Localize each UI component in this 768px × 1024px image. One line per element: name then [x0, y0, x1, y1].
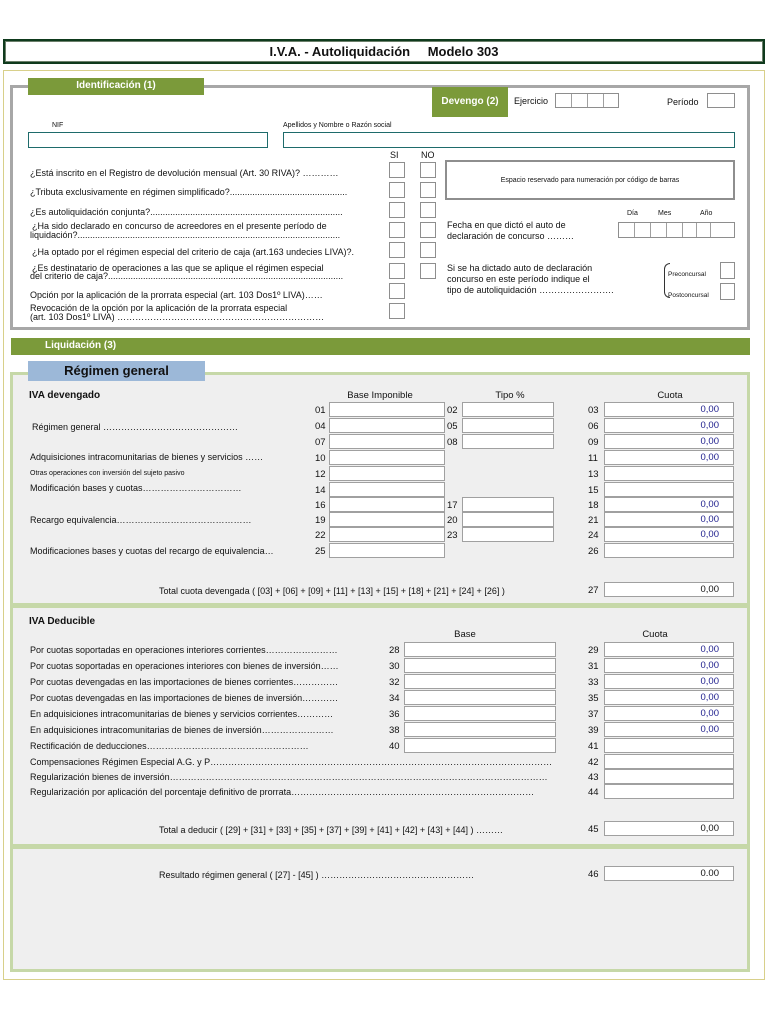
- box-number: 36: [389, 709, 400, 720]
- box-number: 05: [447, 421, 458, 432]
- modif-recargo-label: Modificaciones bases y cuotas del recargo de equivalencia…: [30, 546, 274, 556]
- box-number: 01: [315, 405, 326, 416]
- otras-operaciones-label: Otras operaciones con inversión del sujeto pasivo: [30, 470, 185, 477]
- base-36-field[interactable]: [404, 706, 556, 721]
- no-checkbox[interactable]: [420, 263, 436, 279]
- deducible-row-label: Por cuotas devengadas en las importaciones de bienes corrientes……………: [30, 677, 339, 687]
- periodo-field[interactable]: [707, 93, 735, 108]
- box-number: 28: [389, 645, 400, 656]
- base-30-field[interactable]: [404, 658, 556, 673]
- box-number: 15: [588, 485, 599, 496]
- si-checkbox[interactable]: [389, 202, 405, 218]
- barcode-reserved-text: Espacio reservado para numeración por código de barras: [500, 177, 680, 184]
- deducible-row-label: Rectificación de deducciones………………………………………………: [30, 741, 309, 751]
- question-prorrata: Opción por la aplicación de la prorrata especial (art. 103 Dos1º LIVA)……: [30, 290, 323, 300]
- question-destinatario-l1: ¿Es destinatario de operaciones a las que se aplique el régimen especial: [32, 263, 324, 273]
- cuota-09-field[interactable]: 0,00: [604, 434, 734, 449]
- header-cuota-deducible: Cuota: [642, 629, 668, 640]
- si-checkbox[interactable]: [389, 222, 405, 238]
- cuota-39-field[interactable]: 0,00: [604, 722, 734, 737]
- box-number: 45: [588, 824, 599, 835]
- si-checkbox[interactable]: [389, 242, 405, 258]
- box-number: 13: [588, 469, 599, 480]
- adquisiciones-label: Adquisiciones intracomunitarias de bienes y servicios ……: [30, 452, 264, 462]
- ejercicio-field[interactable]: [555, 93, 619, 108]
- total-devengada-value[interactable]: 0,00: [604, 582, 734, 597]
- base-32-field[interactable]: [404, 674, 556, 689]
- box-number: 25: [315, 546, 326, 557]
- recargo-label: Recargo equivalencia………………………………………: [30, 515, 252, 525]
- box-number: 33: [588, 677, 599, 688]
- box-number: 30: [389, 661, 400, 672]
- cuota-37-field[interactable]: 0,00: [604, 706, 734, 721]
- question-conjunta: ¿Es autoliquidación conjunta?.............................................................................: [30, 207, 343, 217]
- box-number: 27: [588, 585, 599, 596]
- fecha-auto-l1: Fecha en que dictó el auto de: [447, 220, 566, 230]
- base-38-field[interactable]: [404, 722, 556, 737]
- box-number: 21: [588, 515, 599, 526]
- question-destinatario-l2: del criterio de caja?..............................................................................................: [30, 271, 344, 281]
- box-number: 44: [588, 787, 599, 798]
- deducible-row-label: Por cuotas devengadas en las importaciones de bienes de inversión…………: [30, 693, 339, 703]
- cuota-24-field[interactable]: 0,00: [604, 527, 734, 542]
- box-number: 22: [315, 530, 326, 541]
- identificacion-label: Identificación (1): [28, 78, 204, 95]
- box-number: 04: [315, 421, 326, 432]
- box-number: 31: [588, 661, 599, 672]
- regimen-general-title: Régimen general: [28, 361, 205, 381]
- tipo-02-field[interactable]: [462, 402, 554, 417]
- cuota-42-field[interactable]: [604, 754, 734, 769]
- postconcursal-checkbox[interactable]: [720, 283, 735, 300]
- form-title: [3, 39, 765, 64]
- cuota-13-field[interactable]: [604, 466, 734, 481]
- cuota-21-field[interactable]: 0,00: [604, 512, 734, 527]
- no-checkbox[interactable]: [420, 222, 436, 238]
- box-number: 17: [447, 500, 458, 511]
- base-01-field[interactable]: [329, 402, 445, 417]
- base-04-field[interactable]: [329, 418, 445, 433]
- regularizacion-label: Regularización bienes de inversión………………………………………………………………………………………………………………: [30, 772, 548, 782]
- anio-label: Año: [700, 210, 713, 217]
- cuota-26-field[interactable]: [604, 543, 734, 558]
- box-number: 16: [315, 500, 326, 511]
- question-simplificado: ¿Tributa exclusivamente en régimen simplificado?...............................................: [30, 187, 348, 197]
- base-16-field[interactable]: [329, 497, 445, 512]
- modificacion-label: Modificación bases y cuotas……………………………: [30, 483, 242, 493]
- box-number: 10: [315, 453, 326, 464]
- tipo-05-field[interactable]: [462, 418, 554, 433]
- si-checkbox[interactable]: [389, 162, 405, 178]
- box-number: 02: [447, 405, 458, 416]
- regimen-general-row-label: Régimen general ………………………………………: [32, 422, 239, 432]
- box-number: 09: [588, 437, 599, 448]
- periodo-label: Período: [667, 97, 699, 107]
- base-07-field[interactable]: [329, 434, 445, 449]
- box-number: 38: [389, 725, 400, 736]
- box-number: 41: [588, 741, 599, 752]
- box-number: 07: [315, 437, 326, 448]
- base-10-field[interactable]: [329, 450, 445, 465]
- box-number: 29: [588, 645, 599, 656]
- si-header: SI: [390, 150, 399, 160]
- box-number: 24: [588, 530, 599, 541]
- box-number: 26: [588, 546, 599, 557]
- cuota-33-field[interactable]: 0,00: [604, 674, 734, 689]
- tipo-20-field[interactable]: [462, 512, 554, 527]
- prorrata-checkbox[interactable]: [389, 283, 405, 299]
- no-header: NO: [421, 150, 435, 160]
- liquidacion-label: Liquidación (3): [11, 338, 750, 355]
- cuota-18-field[interactable]: 0,00: [604, 497, 734, 512]
- mes-label: Mes: [658, 210, 672, 217]
- iva-devengado-title: IVA devengado: [29, 390, 101, 401]
- deducible-row-label: En adquisiciones intracomunitarias de bienes de inversión……………………: [30, 725, 334, 735]
- si-checkbox[interactable]: [389, 182, 405, 198]
- ejercicio-label: Ejercicio: [514, 96, 549, 106]
- box-number: 12: [315, 469, 326, 480]
- header-base: Base: [454, 629, 476, 640]
- base-12-field[interactable]: [329, 466, 445, 481]
- box-number: 08: [447, 437, 458, 448]
- revocacion-checkbox[interactable]: [389, 303, 405, 319]
- question-revocacion-l2: (art. 103 Dos1º LIVA) ……………………………………………………………: [30, 312, 325, 322]
- box-number: 18: [588, 500, 599, 511]
- cuota-06-field[interactable]: 0,00: [604, 418, 734, 433]
- nif-label: NIF: [52, 122, 64, 129]
- fecha-auto-field[interactable]: [618, 222, 735, 238]
- box-number: 46: [588, 869, 599, 880]
- barcode-reserved-area: [445, 160, 735, 200]
- nombre-input[interactable]: [283, 132, 735, 148]
- dia-label: Día: [627, 210, 638, 217]
- question-concurso-l2: liquidación?.........................................................................................................: [30, 230, 341, 240]
- tipo-08-field[interactable]: [462, 434, 554, 449]
- preconcursal-checkbox[interactable]: [720, 262, 735, 279]
- total-deducir-value[interactable]: 0,00: [604, 821, 734, 836]
- tipo-17-field[interactable]: [462, 497, 554, 512]
- base-22-field[interactable]: [329, 527, 445, 542]
- apellidos-label: Apellidos y Nombre o Razón social: [283, 122, 392, 129]
- tipo-auto-l1: Si se ha dictado auto de declaración: [447, 263, 593, 273]
- cuota-41-field[interactable]: [604, 738, 734, 753]
- box-number: 35: [588, 693, 599, 704]
- box-number: 39: [588, 725, 599, 736]
- devengo-label: Devengo (2): [432, 87, 508, 117]
- base-25-field[interactable]: [329, 543, 445, 558]
- box-number: 37: [588, 709, 599, 720]
- prorrata-label: Regularización por aplicación del porcentaje definitivo de prorrata………………………………………………………………………: [30, 787, 535, 797]
- deducible-row-label: Por cuotas soportadas en operaciones interiores con bienes de inversión……: [30, 661, 339, 671]
- no-checkbox[interactable]: [420, 162, 436, 178]
- cuota-35-field[interactable]: 0,00: [604, 690, 734, 705]
- no-checkbox[interactable]: [420, 242, 436, 258]
- header-base-imponible: Base Imponible: [347, 390, 413, 401]
- cuota-31-field[interactable]: 0,00: [604, 658, 734, 673]
- resultado-label: Resultado régimen general ( [27] - [45] ) ……………………………………………: [159, 870, 475, 880]
- question-criterio-caja: ¿Ha optado por el régimen especial del criterio de caja (art.163 undecies LIVA)?.: [32, 247, 355, 257]
- cuota-29-field[interactable]: 0,00: [604, 642, 734, 657]
- question-revocacion-l1: Revocación de la opción por la aplicación de la prorrata especial: [30, 303, 288, 313]
- base-28-field[interactable]: [404, 642, 556, 657]
- box-number: 03: [588, 405, 599, 416]
- cuota-11-field[interactable]: 0,00: [604, 450, 734, 465]
- tipo-auto-l2: concurso en este período indique el: [447, 274, 590, 284]
- box-number: 42: [588, 757, 599, 768]
- iva-deducible-title: IVA Deducible: [29, 616, 96, 627]
- resultado-section: [10, 846, 750, 972]
- cuota-15-field[interactable]: [604, 482, 734, 497]
- box-number: 19: [315, 515, 326, 526]
- total-devengada-label: Total cuota devengada ( [03] + [06] + [09] + [11] + [13] + [15] + [18] + [21] + [24] + [26] ): [159, 586, 505, 596]
- base-19-field[interactable]: [329, 512, 445, 527]
- question-concurso-l1: ¿Ha sido declarado en concurso de acreedores en el presente período de: [32, 221, 327, 231]
- box-number: 34: [389, 693, 400, 704]
- base-14-field[interactable]: [329, 482, 445, 497]
- deducible-row-label: En adquisiciones intracomunitarias de bienes y servicios corrientes…………: [30, 709, 334, 719]
- header-cuota: Cuota: [657, 390, 683, 401]
- base-34-field[interactable]: [404, 690, 556, 705]
- box-number: 32: [389, 677, 400, 688]
- box-number: 43: [588, 772, 599, 783]
- postconcursal-label: Postconcursal: [668, 292, 709, 299]
- question-registro: ¿Está inscrito en el Registro de devolución mensual (Art. 30 RIVA)? …………: [30, 168, 339, 178]
- total-deducir-label: Total a deducir ( [29] + [31] + [33] + [35] + [37] + [39] + [41] + [42] + [43] + [44] ) ………: [159, 825, 503, 835]
- preconcursal-label: Preconcursal: [668, 271, 706, 278]
- compensaciones-label: Compensaciones Régimen Especial A.G. y P……………………………………………………………………………………………………: [30, 757, 553, 767]
- box-number: 40: [389, 741, 400, 752]
- cuota-44-field[interactable]: [604, 784, 734, 799]
- no-checkbox[interactable]: [420, 182, 436, 198]
- form-title-model: Modelo 303: [427, 44, 499, 59]
- fecha-auto-l2: declaración de concurso ………: [447, 231, 575, 241]
- tipo-auto-l3: tipo de autoliquidación …………………….: [447, 285, 614, 295]
- box-number: 11: [588, 453, 598, 464]
- box-number: 06: [588, 421, 599, 432]
- box-number: 20: [447, 515, 458, 526]
- cuota-43-field[interactable]: [604, 769, 734, 784]
- resultado-value[interactable]: 0.00: [604, 866, 734, 881]
- box-number: 14: [315, 485, 326, 496]
- nif-input[interactable]: [28, 132, 268, 148]
- no-checkbox[interactable]: [420, 202, 436, 218]
- si-checkbox[interactable]: [389, 263, 405, 279]
- deducible-row-label: Por cuotas soportadas en operaciones interiores corrientes……………………: [30, 645, 338, 655]
- base-40-field[interactable]: [404, 738, 556, 753]
- box-number: 23: [447, 530, 458, 541]
- tipo-23-field[interactable]: [462, 527, 554, 542]
- form-title-main: I.V.A. - Autoliquidación: [269, 44, 411, 59]
- cuota-03-field[interactable]: 0,00: [604, 402, 734, 417]
- header-tipo: Tipo %: [495, 390, 525, 401]
